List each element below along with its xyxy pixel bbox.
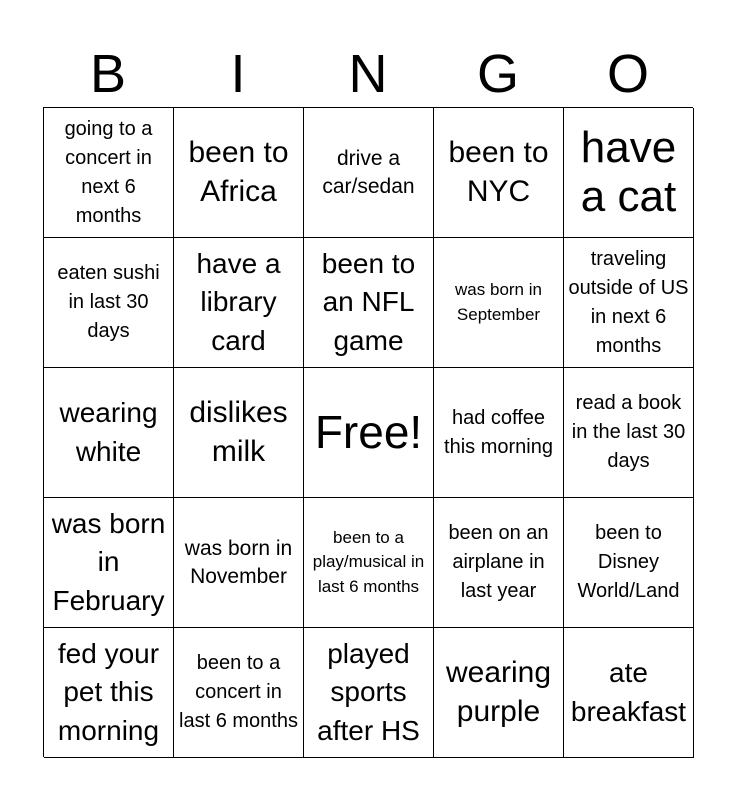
header-letter-n: N: [348, 44, 388, 104]
bingo-cell[interactable]: [174, 368, 304, 498]
cell-text: drive a car/sedan: [322, 146, 415, 198]
free-space-cell[interactable]: [304, 368, 434, 498]
bingo-cell[interactable]: [564, 108, 694, 238]
bingo-cell[interactable]: [44, 238, 174, 368]
cell-text: have a cat: [580, 123, 677, 221]
cell-text: had coffee this morning: [444, 406, 553, 458]
header-letter-b: B: [89, 44, 127, 104]
cell-text: traveling outside of US in next 6 months: [568, 247, 689, 357]
bingo-cell[interactable]: [434, 108, 564, 238]
bingo-cell[interactable]: [174, 108, 304, 238]
cell-text: been to an NFL game: [321, 247, 416, 356]
bingo-cell[interactable]: [304, 628, 434, 758]
bingo-cell[interactable]: [434, 628, 564, 758]
cell-text: fed your pet this morning: [57, 637, 160, 746]
bingo-cell[interactable]: [434, 238, 564, 368]
bingo-header: [43, 40, 693, 108]
bingo-cell[interactable]: [44, 368, 174, 498]
cell-text: going to a concert in next 6 months: [64, 117, 153, 227]
header-letter-o: O: [606, 44, 649, 104]
cell-text: was born in September: [455, 279, 542, 324]
cell-text: been to a concert in last 6 months: [179, 652, 298, 732]
bingo-grid: [43, 107, 693, 757]
cell-text: read a book in the last 30 days: [571, 392, 686, 472]
bingo-cell[interactable]: [564, 628, 694, 758]
cell-text: been to Disney World/Land: [577, 522, 680, 602]
bingo-cell[interactable]: [304, 238, 434, 368]
cell-text: been to NYC: [448, 136, 549, 208]
cell-text: was born in February: [51, 507, 166, 616]
bingo-cell[interactable]: [174, 498, 304, 628]
cell-text: wearing purple: [445, 656, 552, 728]
bingo-cell[interactable]: [44, 628, 174, 758]
header-letter-g: G: [476, 44, 519, 104]
cell-text: been on an airplane in last year: [448, 522, 549, 602]
cell-text: played sports after HS: [317, 637, 420, 746]
bingo-cell[interactable]: [174, 238, 304, 368]
bingo-cell[interactable]: [174, 628, 304, 758]
bingo-cell[interactable]: [434, 498, 564, 628]
cell-text: was born in November: [184, 536, 293, 588]
bingo-cell[interactable]: [564, 368, 694, 498]
bingo-cell[interactable]: [434, 368, 564, 498]
bingo-cell[interactable]: [564, 498, 694, 628]
bingo-cell[interactable]: [44, 108, 174, 238]
cell-text: been to a play/musical in last 6 months: [312, 527, 425, 596]
header-letter-i: I: [230, 44, 246, 104]
bingo-cell[interactable]: [304, 498, 434, 628]
cell-text: been to Africa: [188, 136, 289, 208]
cell-text: have a library card: [196, 247, 281, 356]
free-space-label: Free!: [314, 406, 423, 459]
cell-text: dislikes milk: [189, 396, 288, 468]
cell-text: wearing white: [59, 396, 158, 467]
cell-text: ate breakfast: [570, 656, 687, 727]
bingo-cell[interactable]: [304, 108, 434, 238]
bingo-cell[interactable]: [44, 498, 174, 628]
cell-text: eaten sushi in last 30 days: [57, 262, 160, 342]
bingo-cell[interactable]: [564, 238, 694, 368]
